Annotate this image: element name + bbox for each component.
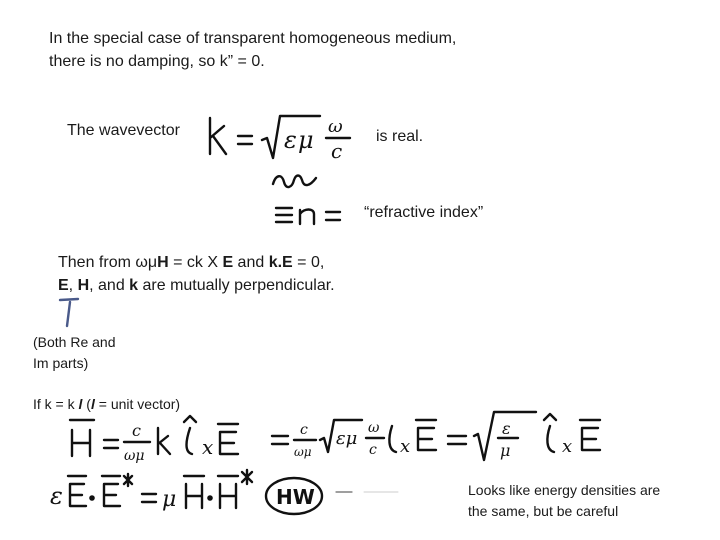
relation-line-1 bbox=[58, 252, 324, 274]
unit-vector-l1: l bbox=[78, 396, 83, 412]
unit-vector-suffix: = unit vector) bbox=[94, 396, 181, 412]
svg-text:ω: ω bbox=[328, 116, 343, 137]
svg-text:ωμ: ωμ bbox=[124, 448, 145, 464]
svg-text:HW: HW bbox=[276, 485, 315, 509]
h-field-formula-image bbox=[66, 406, 616, 470]
svg-text:c: c bbox=[331, 139, 343, 163]
svg-text:ω: ω bbox=[368, 420, 380, 436]
relation-line2-k: k bbox=[129, 277, 139, 294]
relation-kE: k.E bbox=[268, 254, 293, 271]
svg-text:ε: ε bbox=[502, 419, 511, 438]
omega-mu-symbol: ωμ bbox=[135, 254, 158, 271]
svg-text:x: x bbox=[562, 436, 573, 457]
svg-text:ωμ: ωμ bbox=[294, 445, 312, 459]
equiv-n-formula-image bbox=[272, 200, 352, 230]
wavevector-label: The wavevector bbox=[67, 122, 180, 139]
svg-text:x: x bbox=[400, 436, 411, 457]
relation-comma-1: , bbox=[68, 277, 78, 294]
relation-line2-H: H bbox=[77, 277, 90, 294]
both-parts-line-2: Im parts) bbox=[33, 355, 89, 371]
relation-eq-zero: = 0, bbox=[292, 254, 325, 271]
svg-text:ε: ε bbox=[284, 126, 297, 154]
unit-vector-prefix: If k = k bbox=[33, 396, 79, 412]
tilde-squiggle-image bbox=[270, 168, 320, 192]
refractive-index-label: “refractive index” bbox=[364, 204, 484, 221]
relation-comma-and: , and bbox=[89, 277, 130, 294]
unit-vector-mid: ( bbox=[82, 396, 91, 412]
wavevector-formula-image bbox=[200, 108, 360, 166]
svg-text:εμ: εμ bbox=[336, 428, 358, 449]
intro-line-2: there is no damping, so k” = 0. bbox=[49, 53, 265, 70]
relation-prefix: Then from bbox=[58, 254, 136, 271]
svg-text:c: c bbox=[300, 422, 308, 438]
relation-line2-rest: are mutually perpendicular. bbox=[138, 277, 335, 294]
unit-vector-l2: l bbox=[90, 396, 95, 412]
svg-text:x: x bbox=[202, 435, 214, 459]
relation-E: E bbox=[222, 254, 234, 271]
pointer-arrow-image bbox=[56, 294, 82, 330]
relation-and: and bbox=[233, 254, 269, 271]
relation-line2-E: E bbox=[58, 277, 69, 294]
note-line-1: Looks like energy densities are bbox=[468, 482, 661, 498]
relation-line-2 bbox=[58, 275, 335, 297]
svg-text:μ: μ bbox=[162, 487, 177, 512]
both-parts-line-1: (Both Re and bbox=[33, 334, 116, 350]
svg-text:μ: μ bbox=[500, 441, 511, 460]
note-line-2: the same, but be careful bbox=[468, 503, 619, 519]
relation-H: H bbox=[157, 254, 169, 271]
svg-text:c: c bbox=[132, 421, 141, 440]
energy-formula-image bbox=[46, 466, 406, 526]
svg-text:ε: ε bbox=[50, 482, 63, 510]
relation-ck: = ck X bbox=[168, 254, 223, 271]
is-real-label: is real. bbox=[376, 128, 424, 145]
svg-text:μ: μ bbox=[298, 126, 314, 154]
svg-text:c: c bbox=[369, 442, 377, 458]
intro-line-1: In the special case of transparent homogeneous medium, bbox=[49, 30, 457, 47]
